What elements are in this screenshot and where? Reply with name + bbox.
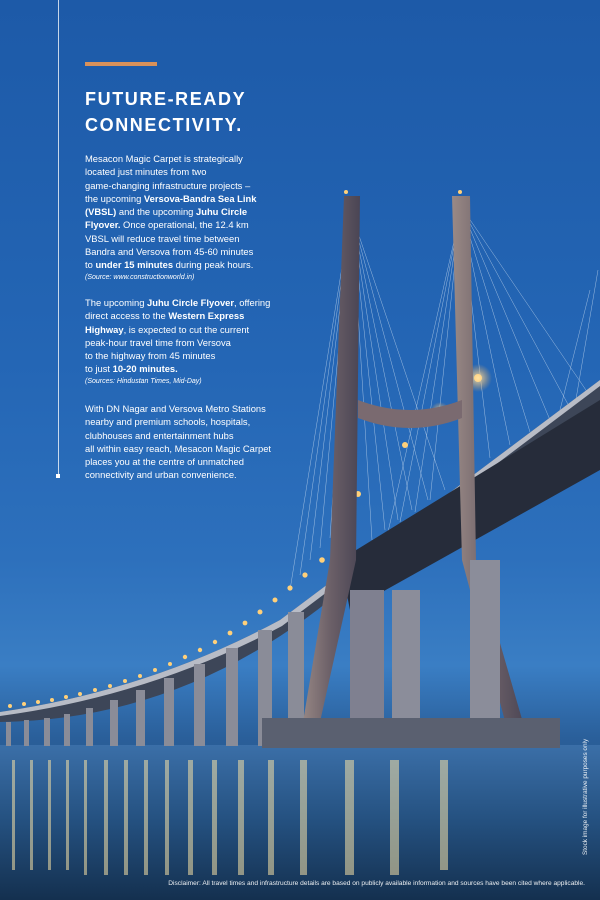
p1-line: located just minutes from two [85,166,207,178]
paragraph-convenience [85,402,300,482]
p3-line: connectivity and urban convenience. [85,469,237,481]
rule-end-dot [56,474,60,478]
p1-line: VBSL will reduce travel time between [85,232,240,244]
p3-line: With DN Nagar and Versova Metro Stations [85,403,266,414]
p1-line: game-changing infrastructure projects – [85,179,251,191]
p1-line: Bandra and Versova from 45-60 minutes [85,246,254,258]
p2-line: to the highway from 45 minutes [85,350,216,362]
paragraph-flyover [85,296,300,387]
p2-line: The upcoming Juhu Circle Flyover, offering [85,297,271,308]
headline-line-2: CONNECTIVITY. [85,115,243,135]
headline [85,86,246,138]
disclaimer: Disclaimer: All travel times and infrastructure details are based on publicly available information and sources have been cited where applicable. [168,880,585,887]
accent-bar [85,62,157,66]
p3-line: places you at the centre of unmatched [85,456,244,468]
vertical-rule [58,0,59,476]
p1-line: (VBSL) and the upcoming Juhu Circle [85,206,248,218]
p3-line: clubhouses and entertainment hubs [85,429,234,441]
p2-source: (Sources: Hindustan Times, Mid-Day) [85,377,202,385]
p2-line: direct access to the Western Express [85,310,245,322]
paragraph-vbsl [85,152,300,283]
p3-line: nearby and premium schools, hospitals, [85,416,251,428]
p1-line: the upcoming Versova-Bandra Sea Link [85,192,257,204]
p2-line: Highway, is expected to cut the current [85,323,250,335]
p3-line: all within easy reach, Mesacon Magic Carpet [85,442,272,454]
p1-line: to under 15 minutes during peak hours. [85,259,254,271]
headline-line-1: FUTURE-READY [85,89,247,109]
p2-line: to just 10-20 minutes. [85,363,178,375]
stock-image-note: Stock image for illustrative purposes only [582,738,589,855]
p2-line: peak-hour travel time from Versova [85,336,231,348]
p1-line: Flyover. Once operational, the 12.4 km [85,219,249,231]
p1-line: Mesacon Magic Carpet is strategically [85,153,243,164]
p1-source: (Source: www.constructionworld.in) [85,273,195,281]
